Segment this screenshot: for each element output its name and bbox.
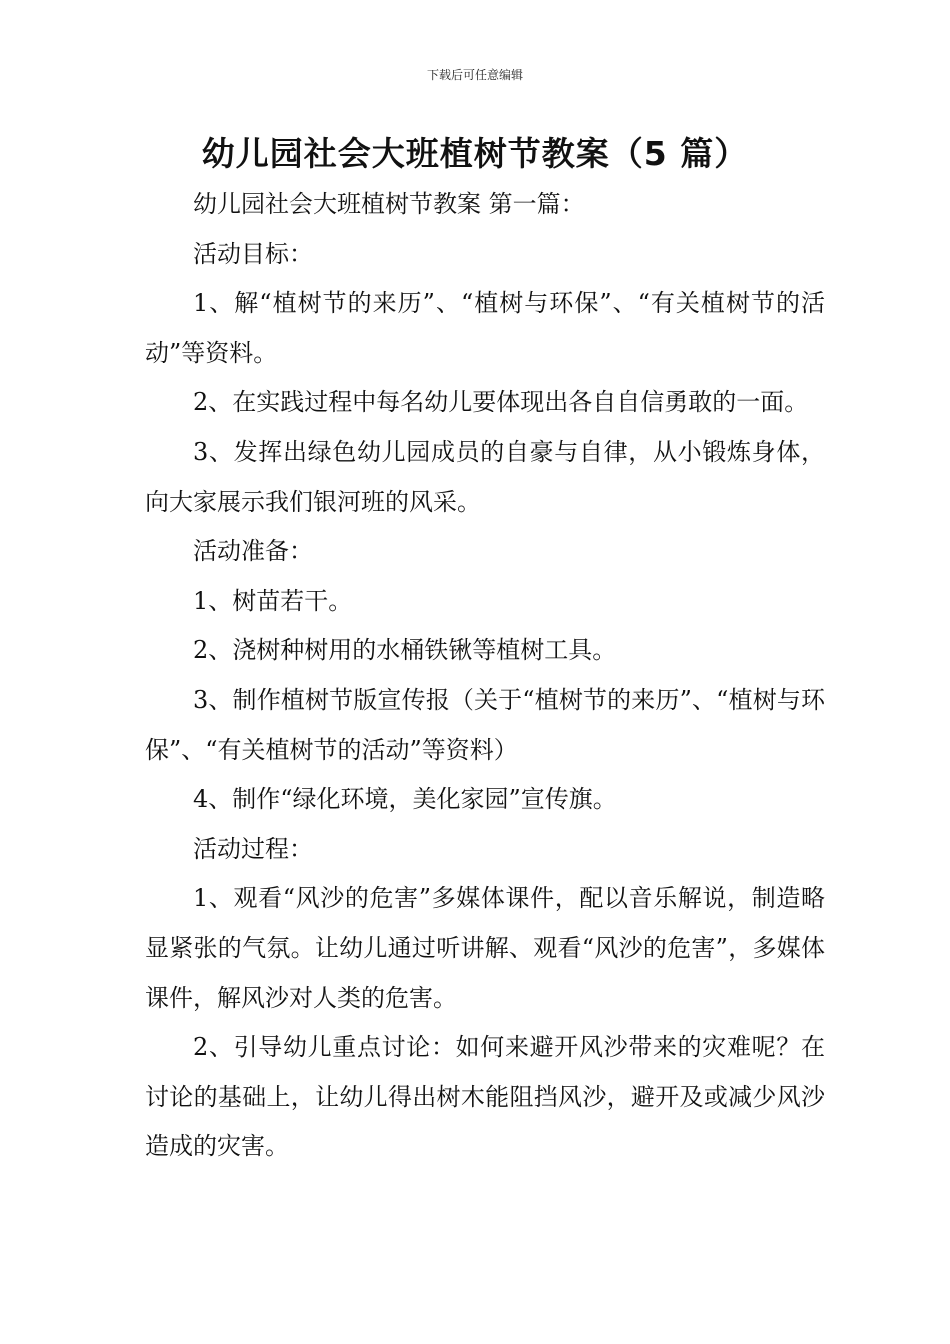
paragraph: 1、解“植树节的来历”、“植树与环保”、“有关植树节的活动”等资料。 <box>145 289 825 367</box>
subheading-process: 活动过程： <box>193 834 313 863</box>
paragraph: 2、浇树种树用的水桶铁锹等植树工具。 <box>193 636 617 665</box>
section-heading: 幼儿园社会大班植树节教案 第一篇： <box>193 190 585 218</box>
paragraph: 1、观看“风沙的危害”多媒体课件，配以音乐解说，制造略显紧张的气氛。让幼儿通过听讲解、观看“风沙的危害”，多媒体课件，解风沙对人类的危害。 <box>145 884 825 1012</box>
subheading-goals: 活动目标： <box>193 239 313 268</box>
document-title: 幼儿园社会大班植树节教案（5 篇） <box>201 134 749 173</box>
paragraph: 1、树苗若干。 <box>193 586 353 615</box>
page-header-note: 下载后可任意编辑 <box>426 68 523 82</box>
paragraph: 2、引导幼儿重点讨论：如何来避开风沙带来的灾难呢？在讨论的基础上，让幼儿得出树木能阻挡风沙，避开及或减少风沙造成的灾害。 <box>145 1033 825 1161</box>
paragraph: 3、发挥出绿色幼儿园成员的自豪与自律，从小锻炼身体，向大家展示我们银河班的风采。 <box>145 437 825 516</box>
paragraph: 4、制作“绿化环境，美化家园”宣传旗。 <box>193 785 617 814</box>
paragraph: 3、制作植树节版宣传报（关于“植树节的来历”、“植树与环保”、“有关植树节的活动”等资料） <box>145 685 825 764</box>
subheading-preparation: 活动准备： <box>193 537 313 566</box>
paragraph: 2、在实践过程中每名幼儿要体现出各自自信勇敢的一面。 <box>193 388 809 417</box>
document-body <box>145 180 825 1172</box>
